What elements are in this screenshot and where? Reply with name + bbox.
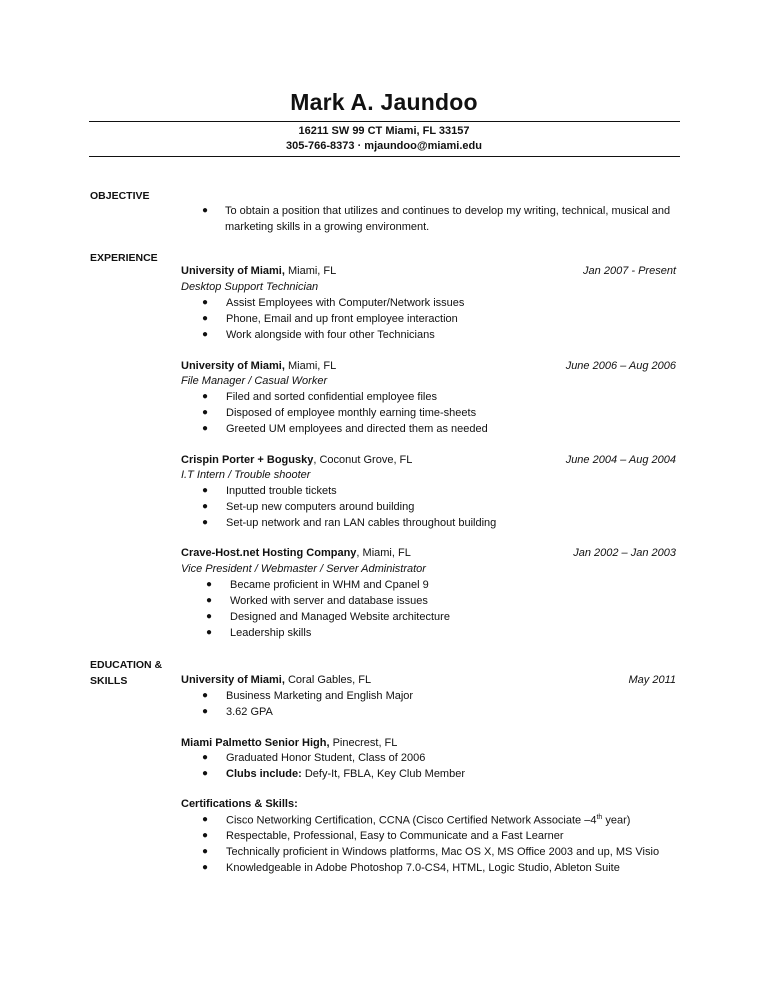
section-objective: OBJECTIVE bbox=[90, 190, 150, 202]
bullet-icon: ● bbox=[206, 627, 213, 638]
list-item-text: Knowledgeable in Adobe Photoshop 7.0-CS4, HTML, Logic Studio, Ableton Suite bbox=[226, 862, 620, 874]
list-item-text: Graduated Honor Student, Class of 2006 bbox=[226, 752, 426, 764]
job-location: , Miami, FL bbox=[356, 547, 411, 559]
list-item-text: Inputted trouble tickets bbox=[226, 485, 337, 497]
bullet-icon: ● bbox=[206, 611, 213, 622]
section-education-line2: SKILLS bbox=[90, 675, 128, 687]
list-item-text bbox=[226, 814, 630, 827]
school-date: May 2011 bbox=[628, 674, 676, 686]
bullet-icon: ● bbox=[202, 485, 209, 496]
bullet-icon: ● bbox=[202, 423, 209, 434]
header-rule-bottom bbox=[89, 156, 680, 157]
list-item-text: Designed and Managed Website architecture bbox=[230, 611, 450, 623]
school-name: Miami Palmetto Senior High, bbox=[181, 737, 330, 749]
bullet-icon: ● bbox=[202, 814, 209, 825]
certifications-heading: Certifications & Skills: bbox=[181, 798, 298, 810]
bullet-icon: ● bbox=[202, 391, 209, 402]
list-item-text: Worked with server and database issues bbox=[230, 595, 428, 607]
job-org-line bbox=[181, 265, 336, 277]
bullet-icon: ● bbox=[202, 501, 209, 512]
job-role: Vice President / Webmaster / Server Administrator bbox=[181, 563, 426, 575]
bullet-icon: ● bbox=[202, 752, 209, 763]
bullet-icon: ● bbox=[202, 205, 209, 216]
section-education-line1: EDUCATION & bbox=[90, 659, 163, 671]
job-org-line bbox=[181, 547, 411, 559]
bullet-icon: ● bbox=[202, 407, 209, 418]
cisco-cert-tail: year) bbox=[602, 814, 631, 827]
job-org: University of Miami, bbox=[181, 265, 285, 277]
bullet-icon: ● bbox=[202, 297, 209, 308]
header-rule-top bbox=[89, 121, 680, 122]
list-item-text: 3.62 GPA bbox=[226, 706, 273, 718]
bullet-icon: ● bbox=[202, 690, 209, 701]
job-date: June 2004 – Aug 2004 bbox=[565, 454, 676, 466]
section-education bbox=[90, 657, 162, 689]
list-item-text: Became proficient in WHM and Cpanel 9 bbox=[230, 579, 429, 591]
job-role: I.T Intern / Trouble shooter bbox=[181, 469, 311, 481]
address: 16211 SW 99 CT Miami, FL 33157 bbox=[298, 125, 470, 137]
phone-email: 305-766-8373 · mjaundoo@miami.edu bbox=[286, 140, 482, 152]
bullet-icon: ● bbox=[202, 768, 209, 779]
job-role: Desktop Support Technician bbox=[181, 281, 319, 293]
job-role: File Manager / Casual Worker bbox=[181, 375, 328, 387]
school-name: University of Miami, bbox=[181, 674, 285, 686]
job-org: University of Miami, bbox=[181, 360, 285, 372]
list-item-text: Greeted UM employees and directed them as needed bbox=[226, 423, 488, 435]
job-location: Miami, FL bbox=[284, 360, 337, 372]
school-org-line bbox=[181, 674, 371, 686]
bullet-icon: ● bbox=[206, 595, 213, 606]
job-date: Jan 2002 – Jan 2003 bbox=[573, 547, 676, 559]
bullet-icon: ● bbox=[202, 329, 209, 340]
list-item-text: Technically proficient in Windows platforms, Mac OS X, MS Office 2003 and up, MS Visio bbox=[226, 846, 660, 858]
list-item-text: Set-up network and ran LAN cables throughout building bbox=[226, 517, 497, 529]
job-org-line bbox=[181, 360, 336, 372]
job-location: , Coconut Grove, FL bbox=[313, 454, 413, 466]
bullet-icon: ● bbox=[202, 706, 209, 717]
job-org-line bbox=[181, 454, 412, 466]
list-item-text: Set-up new computers around building bbox=[226, 501, 415, 513]
school-org-line bbox=[181, 737, 397, 749]
job-date: Jan 2007 - Present bbox=[583, 265, 676, 277]
cisco-cert-text: Cisco Networking Certification, CCNA (Cisco Certified Network Associate –4 bbox=[226, 814, 597, 827]
job-date: June 2006 – Aug 2006 bbox=[565, 360, 676, 372]
list-item-text: Business Marketing and English Major bbox=[226, 690, 414, 702]
bullet-icon: ● bbox=[202, 517, 209, 528]
job-org: Crispin Porter + Bogusky bbox=[181, 454, 314, 466]
cisco-cert-superscript: th bbox=[596, 814, 603, 821]
objective-text: To obtain a position that utilizes and continues to develop my writing, technical, musical and marketing skills in a growing environment. bbox=[225, 205, 671, 233]
resume-name: Mark A. Jaundoo bbox=[290, 89, 478, 115]
list-item-text bbox=[226, 768, 465, 780]
list-item-text: Work alongside with four other Technicians bbox=[226, 329, 435, 341]
bullet-icon: ● bbox=[202, 313, 209, 324]
school-location: Coral Gables, FL bbox=[284, 674, 372, 686]
school-location: Pinecrest, FL bbox=[329, 737, 398, 749]
list-item-text: Filed and sorted confidential employee files bbox=[226, 391, 437, 403]
job-org: Crave-Host.net Hosting Company bbox=[181, 547, 357, 559]
bullet-icon: ● bbox=[202, 830, 209, 841]
list-item-text: Leadership skills bbox=[230, 627, 312, 639]
list-item-text: Assist Employees with Computer/Network issues bbox=[226, 297, 465, 309]
bullet-icon: ● bbox=[202, 862, 209, 873]
list-item-text: Phone, Email and up front employee interaction bbox=[226, 313, 458, 325]
list-item-text: Respectable, Professional, Easy to Communicate and a Fast Learner bbox=[226, 830, 564, 842]
bullet-icon: ● bbox=[202, 846, 209, 857]
section-experience: EXPERIENCE bbox=[90, 252, 158, 264]
job-location: Miami, FL bbox=[284, 265, 337, 277]
clubs-label: Clubs include: bbox=[226, 768, 302, 780]
clubs-value: Defy-It, FBLA, Key Club Member bbox=[301, 768, 465, 780]
list-item-text: Disposed of employee monthly earning time-sheets bbox=[226, 407, 477, 419]
bullet-icon: ● bbox=[206, 579, 213, 590]
